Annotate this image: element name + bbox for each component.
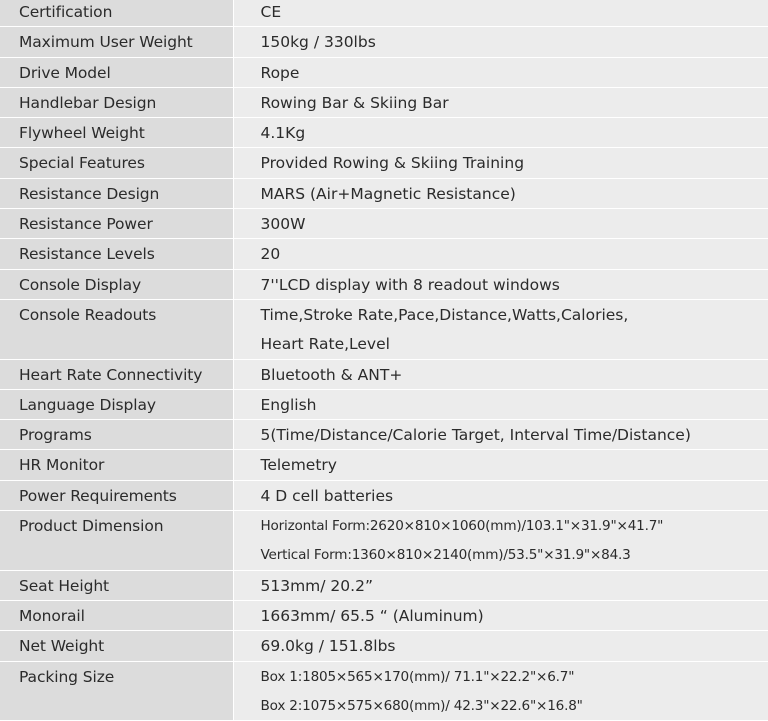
spec-row bbox=[0, 389, 768, 419]
spec-label: Product Dimension bbox=[19, 511, 233, 540]
spec-label: Resistance Power bbox=[19, 209, 233, 238]
spec-value: 69.0kg / 151.8lbs bbox=[261, 631, 768, 660]
spec-label-cell bbox=[0, 570, 233, 600]
spec-label: Language Display bbox=[19, 390, 233, 419]
spec-row bbox=[0, 148, 768, 178]
spec-value: Rope bbox=[261, 58, 768, 87]
spec-label: Resistance Design bbox=[19, 179, 233, 208]
spec-label-cell bbox=[0, 27, 233, 57]
spec-label: Special Features bbox=[19, 148, 233, 177]
spec-value-cell bbox=[233, 148, 768, 178]
spec-value-cell bbox=[233, 661, 768, 721]
spec-value: Box 2:1075×575×680(mm)/ 42.3"×22.6"×16.8" bbox=[261, 691, 768, 720]
spec-row bbox=[0, 0, 768, 27]
spec-value: 300W bbox=[261, 209, 768, 238]
spec-value: Time,Stroke Rate,Pace,Distance,Watts,Calories, bbox=[261, 300, 768, 329]
spec-row bbox=[0, 600, 768, 630]
spec-row bbox=[0, 178, 768, 208]
spec-value-cell bbox=[233, 511, 768, 571]
spec-label: Seat Height bbox=[19, 571, 233, 600]
spec-value-cell bbox=[233, 118, 768, 148]
spec-row bbox=[0, 209, 768, 239]
spec-value: Heart Rate,Level bbox=[261, 329, 768, 358]
spec-row bbox=[0, 269, 768, 299]
spec-value: CE bbox=[261, 0, 768, 26]
spec-label-cell bbox=[0, 118, 233, 148]
spec-row bbox=[0, 359, 768, 389]
spec-value-cell bbox=[233, 600, 768, 630]
spec-value: Rowing Bar & Skiing Bar bbox=[261, 88, 768, 117]
spec-label-cell bbox=[0, 420, 233, 450]
spec-label-cell bbox=[0, 299, 233, 359]
spec-label-cell bbox=[0, 480, 233, 510]
spec-label: Packing Size bbox=[19, 662, 233, 691]
spec-value-cell bbox=[233, 27, 768, 57]
spec-value-cell bbox=[233, 87, 768, 117]
spec-value-cell bbox=[233, 209, 768, 239]
spec-value: 7''LCD display with 8 readout windows bbox=[261, 270, 768, 299]
spec-label-cell bbox=[0, 87, 233, 117]
spec-value: 20 bbox=[261, 239, 768, 268]
spec-label-cell bbox=[0, 209, 233, 239]
spec-label: Flywheel Weight bbox=[19, 118, 233, 147]
spec-value-cell bbox=[233, 570, 768, 600]
spec-label-cell bbox=[0, 239, 233, 269]
spec-label: Programs bbox=[19, 420, 233, 449]
spec-value-cell bbox=[233, 420, 768, 450]
spec-value: Provided Rowing & Skiing Training bbox=[261, 148, 768, 177]
spec-label-cell bbox=[0, 631, 233, 661]
spec-label: HR Monitor bbox=[19, 450, 233, 479]
spec-value: Horizontal Form:2620×810×1060(mm)/103.1"×31.9"×41.7" bbox=[261, 511, 768, 540]
spec-value: 4.1Kg bbox=[261, 118, 768, 147]
spec-label-cell bbox=[0, 450, 233, 480]
spec-label: Heart Rate Connectivity bbox=[19, 360, 233, 389]
spec-row bbox=[0, 420, 768, 450]
spec-row bbox=[0, 87, 768, 117]
spec-value-cell bbox=[233, 269, 768, 299]
spec-label-cell bbox=[0, 0, 233, 27]
spec-value: 150kg / 330lbs bbox=[261, 27, 768, 56]
spec-value: Box 1:1805×565×170(mm)/ 71.1"×22.2"×6.7" bbox=[261, 662, 768, 691]
spec-label: Drive Model bbox=[19, 58, 233, 87]
spec-label: Handlebar Design bbox=[19, 88, 233, 117]
spec-value: MARS (Air+Magnetic Resistance) bbox=[261, 179, 768, 208]
spec-label: Monorail bbox=[19, 601, 233, 630]
spec-row bbox=[0, 118, 768, 148]
spec-row bbox=[0, 27, 768, 57]
spec-value-cell bbox=[233, 178, 768, 208]
spec-row bbox=[0, 570, 768, 600]
spec-label: Console Display bbox=[19, 270, 233, 299]
spec-value-cell bbox=[233, 57, 768, 87]
spec-value: Vertical Form:1360×810×2140(mm)/53.5"×31.9"×84.3 bbox=[261, 540, 768, 569]
spec-value-cell bbox=[233, 359, 768, 389]
spec-label-cell bbox=[0, 661, 233, 721]
spec-value: Telemetry bbox=[261, 450, 768, 479]
spec-value-cell bbox=[233, 631, 768, 661]
spec-label-cell bbox=[0, 359, 233, 389]
spec-label-cell bbox=[0, 269, 233, 299]
spec-value-cell bbox=[233, 239, 768, 269]
spec-row bbox=[0, 239, 768, 269]
spec-label-cell bbox=[0, 57, 233, 87]
spec-row bbox=[0, 480, 768, 510]
spec-row bbox=[0, 511, 768, 571]
spec-label: Net Weight bbox=[19, 631, 233, 660]
spec-label-cell bbox=[0, 389, 233, 419]
spec-row bbox=[0, 57, 768, 87]
spec-label-cell bbox=[0, 511, 233, 571]
spec-row bbox=[0, 299, 768, 359]
spec-label-cell bbox=[0, 178, 233, 208]
spec-row bbox=[0, 661, 768, 721]
spec-label: Power Requirements bbox=[19, 481, 233, 510]
spec-value: 1663mm/ 65.5 “ (Aluminum) bbox=[261, 601, 768, 630]
spec-value: 4 D cell batteries bbox=[261, 481, 768, 510]
spec-label: Certification bbox=[19, 0, 233, 26]
spec-value: 513mm/ 20.2” bbox=[261, 571, 768, 600]
spec-label: Console Readouts bbox=[19, 300, 233, 329]
spec-label-cell bbox=[0, 148, 233, 178]
spec-value-cell bbox=[233, 450, 768, 480]
spec-row bbox=[0, 450, 768, 480]
spec-label-cell bbox=[0, 600, 233, 630]
spec-value-cell bbox=[233, 299, 768, 359]
spec-value: 5(Time/Distance/Calorie Target, Interval Time/Distance) bbox=[261, 420, 768, 449]
spec-row bbox=[0, 631, 768, 661]
spec-value-cell bbox=[233, 0, 768, 27]
spec-value: Bluetooth & ANT+ bbox=[261, 360, 768, 389]
spec-value: English bbox=[261, 390, 768, 419]
spec-value-cell bbox=[233, 480, 768, 510]
spec-label: Maximum User Weight bbox=[19, 27, 233, 56]
spec-value-cell bbox=[233, 389, 768, 419]
spec-label: Resistance Levels bbox=[19, 239, 233, 268]
